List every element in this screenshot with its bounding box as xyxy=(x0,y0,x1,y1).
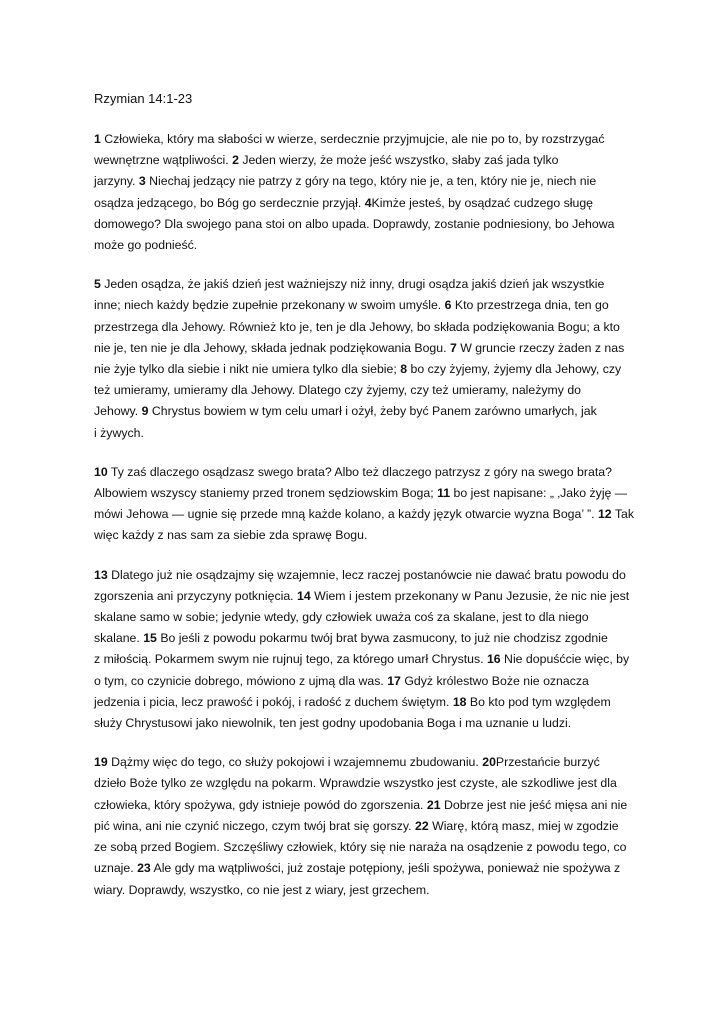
verse-text: Dlatego już nie osądzajmy się wzajemnie, lecz raczej postanówcie nie dawać bratu powodu do zgorszenia ani przyczyny potknięcia. xyxy=(94,567,626,603)
document-body xyxy=(94,129,634,901)
verse-text: bo jest napisane: „ ‚Jako żyję — mówi Jehowa — ugnie się przede mną każde kolano, a każdy język otwarcie wyzna Boga’ ”. xyxy=(94,486,628,522)
verse-text: Dobrze jest nie jeść mięsa ani nie pić wina, ani nie czynić niczego, czym twój brat się gorszy. xyxy=(94,797,628,833)
verse-text: W gruncie rzeczy żaden z nas nie żyje tylko dla siebie i nikt nie umiera tylko dla siebie; xyxy=(94,340,625,377)
verse-text: Bo kto pod tym względem służy Chrystusowi jako niewolnik, ten jest godny upodobania Boga i ma uznanie u ludzi. xyxy=(94,694,611,731)
verse-number: 5 xyxy=(94,277,101,292)
document-page xyxy=(94,88,634,919)
verse-number: 22 xyxy=(414,818,429,833)
verse-number: 12 xyxy=(597,507,612,522)
verse-text: Dążmy więc do tego, co służy pokojowi i wzajemnemu zbudowaniu. xyxy=(107,755,483,770)
verse-number: 15 xyxy=(143,631,157,646)
verse-text: Ty zaś dlaczego osądzasz swego brata? Albo też dlaczego patrzysz z góry na swego brata? Albowiem wszyscy staniemy przed tronem sędziowskim Boga; xyxy=(94,464,612,501)
verse-number: 8 xyxy=(400,362,408,377)
verse-text: Nie dopuśćcie więc, by o tym, co czynicie dobrego, mówiono z ujmą dla was. xyxy=(94,652,630,688)
document-title: Rzymian 14:1-23 xyxy=(94,91,193,106)
verse-text: Kimże jesteś, by osądzać cudzego sługę domowego? Dla swojego pana stoi on albo upada. Doprawdy, zostanie podniesiony, bo Jehowa może go podnieść. xyxy=(94,195,615,253)
paragraph xyxy=(94,129,634,256)
paragraph xyxy=(94,752,634,900)
verse-text: Niechaj jedzący nie patrzy z góry na tego, który nie je, a ten, który nie je, niech nie osądza jedzącego, bo Bóg go serdecznie przyjął. xyxy=(94,174,597,210)
verse-number: 10 xyxy=(94,464,108,479)
verse-number: 7 xyxy=(449,340,457,355)
verse-text: Gdyż królestwo Boże nie oznacza jedzenia i picia, lecz prawość i pokój, i radość z duchem świętym. xyxy=(94,673,589,709)
verse-number: 16 xyxy=(486,652,501,667)
paragraph xyxy=(94,565,634,735)
verse-number: 13 xyxy=(94,567,108,582)
verse-text: Wiarę, którą masz, miej w zgodzie ze sobą przed Bogiem. Szczęśliwy człowiek, który się nie naraża na osądzenie z powodu tego, co uznaje. xyxy=(94,818,627,876)
verse-text: Człowieka, który ma słabości w wierze, serdecznie przyjmujcie, ale nie po to, by rozstrzygać wewnętrzne wątpliwości. xyxy=(94,132,605,168)
paragraph xyxy=(94,274,634,444)
verse-text: Jeden wierzy, że może jeść wszystko, słaby zaś jada tylko jarzyny. xyxy=(94,153,559,189)
verse-number: 2 xyxy=(232,153,239,168)
verse-text: Tak więc każdy z nas sam za siebie zda sprawę Bogu. xyxy=(94,507,634,543)
verse-number: 14 xyxy=(297,588,311,603)
verse-text: bo czy żyjemy, żyjemy dla Jehowy, czy też umieramy, umieramy dla Jehowy. Dlatego czy żyjemy, czy też umieramy, należymy do Jehowy. xyxy=(94,362,622,419)
verse-number: 1 xyxy=(94,132,101,146)
verse-text: Jeden osądza, że jakiś dzień jest ważniejszy niż inny, drugi osądza jakiś dzień jak wszystkie inne; niech każdy będzie zupełnie przekonany w swoim umyśle. xyxy=(94,277,605,313)
verse-number: 4 xyxy=(364,195,372,210)
verse-number: 6 xyxy=(444,298,452,313)
verse-text: Przestańcie burzyć dzieło Boże tylko ze względu na pokarm. Wprawdzie wszystko jest czyste, ale szkodliwe jest dla człowieka, który spożywa, gdy istnieje powód do zgorszenia. xyxy=(94,755,617,812)
verse-number: 17 xyxy=(387,673,401,688)
verse-text: Chrystus bowiem w tym celu umarł i ożył, żeby być Panem zarówno umarłych, jak i żywych. xyxy=(94,404,597,440)
verse-number: 18 xyxy=(452,694,467,709)
paragraph xyxy=(94,462,634,547)
verse-number: 3 xyxy=(138,174,146,189)
verse-number: 21 xyxy=(426,797,441,812)
verse-number: 20 xyxy=(482,755,496,770)
verse-text: Bo jeśli z powodu pokarmu twój brat bywa zasmucony, to już nie chodzisz zgodnie z miłością. Pokarmem swym nie rujnuj tego, za którego umarł Chrystus. xyxy=(94,631,608,667)
verse-text: Wiem i jestem przekonany w Panu Jezusie, że nic nie jest skalane samo w sobie; jedynie wtedy, gdy człowiek uważa coś za skalane, jest to dla niego skalane. xyxy=(94,588,630,646)
verse-number: 19 xyxy=(94,755,108,770)
verse-text: Ale gdy ma wątpliwości, już zostaje potępiony, jeśli spożywa, ponieważ nie spożywa z wiary. Doprawdy, wszystko, co nie jest z wiary, jest grzechem. xyxy=(94,861,621,897)
verse-text: Kto przestrzega dnia, ten go przestrzega dla Jehowy. Również kto je, ten je dla Jehowy, bo składa podziękowania Bogu; a kto nie je, ten nie je dla Jehowy, składa jednak podziękowania Bogu. xyxy=(94,298,620,355)
verse-number: 23 xyxy=(137,861,151,876)
verse-number: 11 xyxy=(437,486,451,501)
verse-number: 9 xyxy=(141,404,149,419)
